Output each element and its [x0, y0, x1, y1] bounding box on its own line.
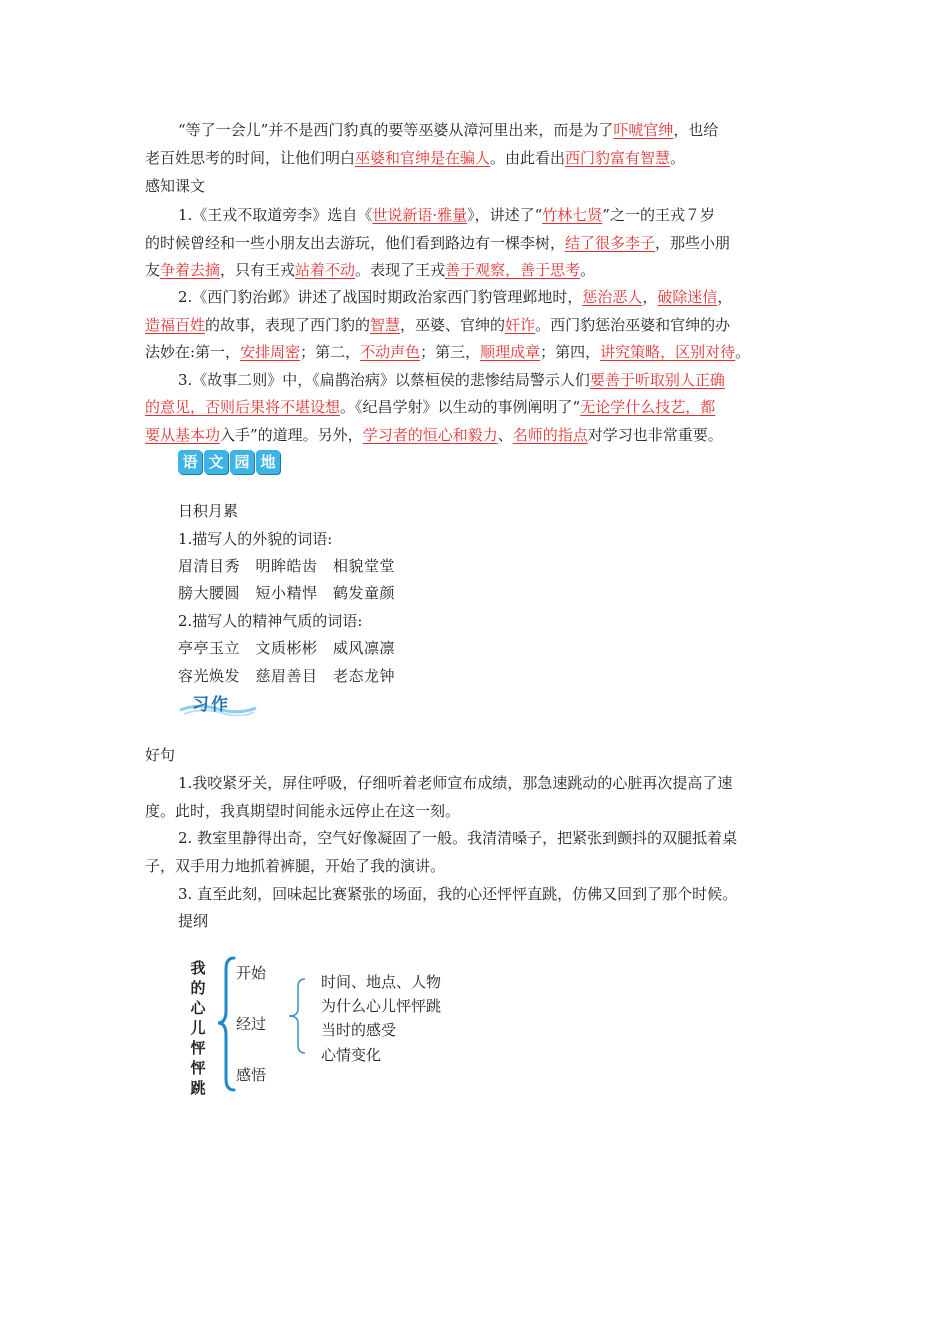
text: 的故事，表现了西门豹的	[205, 316, 371, 334]
outline-detail: 当时的感受	[321, 1021, 397, 1039]
paragraph-line	[145, 395, 715, 419]
title-char: 跳	[190, 1079, 206, 1097]
text: 。由此看出	[490, 149, 566, 167]
answer-text: 吓唬官绅	[613, 121, 674, 139]
paragraph-line	[178, 203, 715, 227]
answer-text: 结了很多李子	[565, 234, 656, 252]
answer-text: 要从基本功	[145, 426, 221, 444]
answer-text: 善于观察，善于思考	[445, 261, 581, 279]
text: 的时候曾经和一些小朋友出去游玩，他们看到路边有一棵李树，	[145, 234, 566, 252]
text: ，巫婆、官绅的	[400, 316, 506, 334]
answer-text: 争着去摘	[160, 261, 221, 279]
xizuo-banner	[178, 690, 258, 716]
outline-part: 经过	[236, 1015, 267, 1033]
text: ”之一的王戎７岁	[602, 206, 715, 224]
paragraph-line	[145, 313, 730, 337]
text: 2.《西门豹治邺》讲述了战国时期政治家西门豹管理邺地时，	[178, 288, 583, 306]
paragraph-line	[145, 146, 685, 170]
paragraph-line: 度。此时，我真期望时间能永远停止在这一刻。	[145, 802, 461, 820]
title-char: 我	[190, 959, 206, 977]
word-row: 容光焕发 慈眉善目 老态龙钟	[178, 667, 396, 685]
outline-detail: 为什么心儿怦怦跳	[321, 997, 442, 1015]
answer-text: 造福百姓	[145, 316, 206, 334]
xizuo-label: 习作	[192, 695, 230, 715]
outline-vertical-title	[187, 958, 209, 1098]
paragraph-line: 子，双手用力地抓着裤腿，开始了我的演讲。	[145, 857, 446, 875]
answer-text: 讲究策略，区别对待	[600, 343, 736, 361]
answer-text: 顺理成章	[480, 343, 541, 361]
answer-text: 智慧	[370, 316, 401, 334]
text: 。表现了王戎	[355, 261, 446, 279]
text: 1.《王戎不取道旁李》选自《	[178, 206, 373, 224]
answer-text: 安排周密	[240, 343, 301, 361]
answer-text: 惩治恶人	[582, 288, 643, 306]
text: 。	[670, 149, 686, 167]
text: 》，讲述了“	[467, 206, 543, 224]
paragraph-line	[178, 285, 732, 309]
answer-text: 奸诈	[505, 316, 536, 334]
answer-text: 巫婆和官绅是在骗人	[355, 149, 491, 167]
text: ；第二，	[300, 343, 361, 361]
answer-text: 的意见，否则后果将不堪设想	[145, 398, 341, 416]
text: 。	[735, 343, 751, 361]
title-char: 怦	[190, 1059, 206, 1077]
text: 3.《故事二则》中，《扁鹊治病》以蔡桓侯的悲惨结局警示人们	[178, 371, 590, 389]
paragraph-line	[145, 231, 730, 255]
paragraph-line	[178, 118, 718, 142]
text: ，	[717, 288, 733, 306]
title-char: 儿	[190, 1019, 206, 1037]
word-row: 膀大腰圆 短小精悍 鹤发童颜	[178, 584, 396, 602]
banner-char: 文	[204, 450, 228, 474]
text: ，只有王戎	[220, 261, 296, 279]
answer-text: 破除迷信	[657, 288, 718, 306]
banner-char: 园	[230, 450, 254, 474]
answer-text: 站着不动	[295, 261, 356, 279]
text: ；第三，	[420, 343, 481, 361]
text: 。西门豹惩治巫婆和官绅的办	[535, 316, 731, 334]
title-char: 怦	[190, 1039, 206, 1057]
paragraph-line	[145, 423, 723, 447]
text: 法妙在:第一，	[145, 343, 241, 361]
answer-text: 西门豹富有智慧	[565, 149, 671, 167]
banner-char: 地	[256, 450, 280, 474]
text: 老百姓思考的时间，让他们明白	[145, 149, 356, 167]
answer-text: 竹林七贤	[542, 206, 603, 224]
outline-part: 感悟	[236, 1066, 267, 1084]
subheading: 2.描写人的精神气质的词语:	[178, 612, 363, 630]
answer-text: 世说新语·雅量	[372, 206, 468, 224]
text: ，	[642, 288, 658, 306]
text: 入手”的道理。另外，	[220, 426, 363, 444]
section-heading: 好句	[145, 746, 176, 764]
answer-text: 无论学什么技艺，都	[580, 398, 716, 416]
paragraph-line	[145, 258, 595, 282]
title-char: 的	[190, 979, 206, 997]
paragraph-line	[178, 368, 725, 392]
word-row: 亭亭玉立 文质彬彬 威风凛凛	[178, 639, 396, 657]
text: 对学习也非常重要。	[587, 426, 723, 444]
answer-text: 要善于听取别人正确	[589, 371, 725, 389]
text: 友	[145, 261, 161, 279]
text: ，也给	[673, 121, 719, 139]
title-char: 心	[190, 999, 206, 1017]
text: ，那些小朋	[655, 234, 731, 252]
outline-detail: 心情变化	[321, 1046, 382, 1064]
text: ；第四，	[540, 343, 601, 361]
detail-brace-icon	[283, 975, 313, 1057]
text: 、	[497, 426, 513, 444]
paragraph-line: 2. 教室里静得出奇，空气好像凝固了一般。我清清嗓子，把紧张到颤抖的双腿抵着桌	[178, 829, 738, 847]
outline-detail: 时间、地点、人物	[321, 973, 442, 991]
answer-text: 学习者的恒心和毅力	[362, 426, 498, 444]
text: “等了一会儿”并不是西门豹真的要等巫婆从漳河里出来，而是为了	[178, 121, 614, 139]
answer-text: 名师的指点	[512, 426, 588, 444]
section-heading: 提纲	[178, 912, 209, 930]
word-row: 眉清目秀 明眸皓齿 相貌堂堂	[178, 557, 396, 575]
paragraph-line: 3. 直至此刻，回味起比赛紧张的场面，我的心还怦怦直跳，仿佛又回到了那个时候。	[178, 885, 738, 903]
outline-part: 开始	[236, 964, 267, 982]
subheading: 1.描写人的外貌的词语:	[178, 530, 333, 548]
yuwen-yuandi-banner	[178, 450, 290, 478]
paragraph-line: 1.我咬紧牙关，屏住呼吸，仔细听着老师宣布成绩，那急速跳动的心脏再次提高了速	[178, 774, 733, 792]
text: 。	[580, 261, 596, 279]
answer-text: 不动声色	[360, 343, 421, 361]
section-heading: 感知课文	[145, 177, 206, 195]
text: 。《纪昌学射》以生动的事例阐明了“	[340, 398, 581, 416]
section-heading: 日积月累	[178, 502, 239, 520]
banner-char: 语	[178, 450, 202, 474]
paragraph-line	[145, 340, 750, 364]
